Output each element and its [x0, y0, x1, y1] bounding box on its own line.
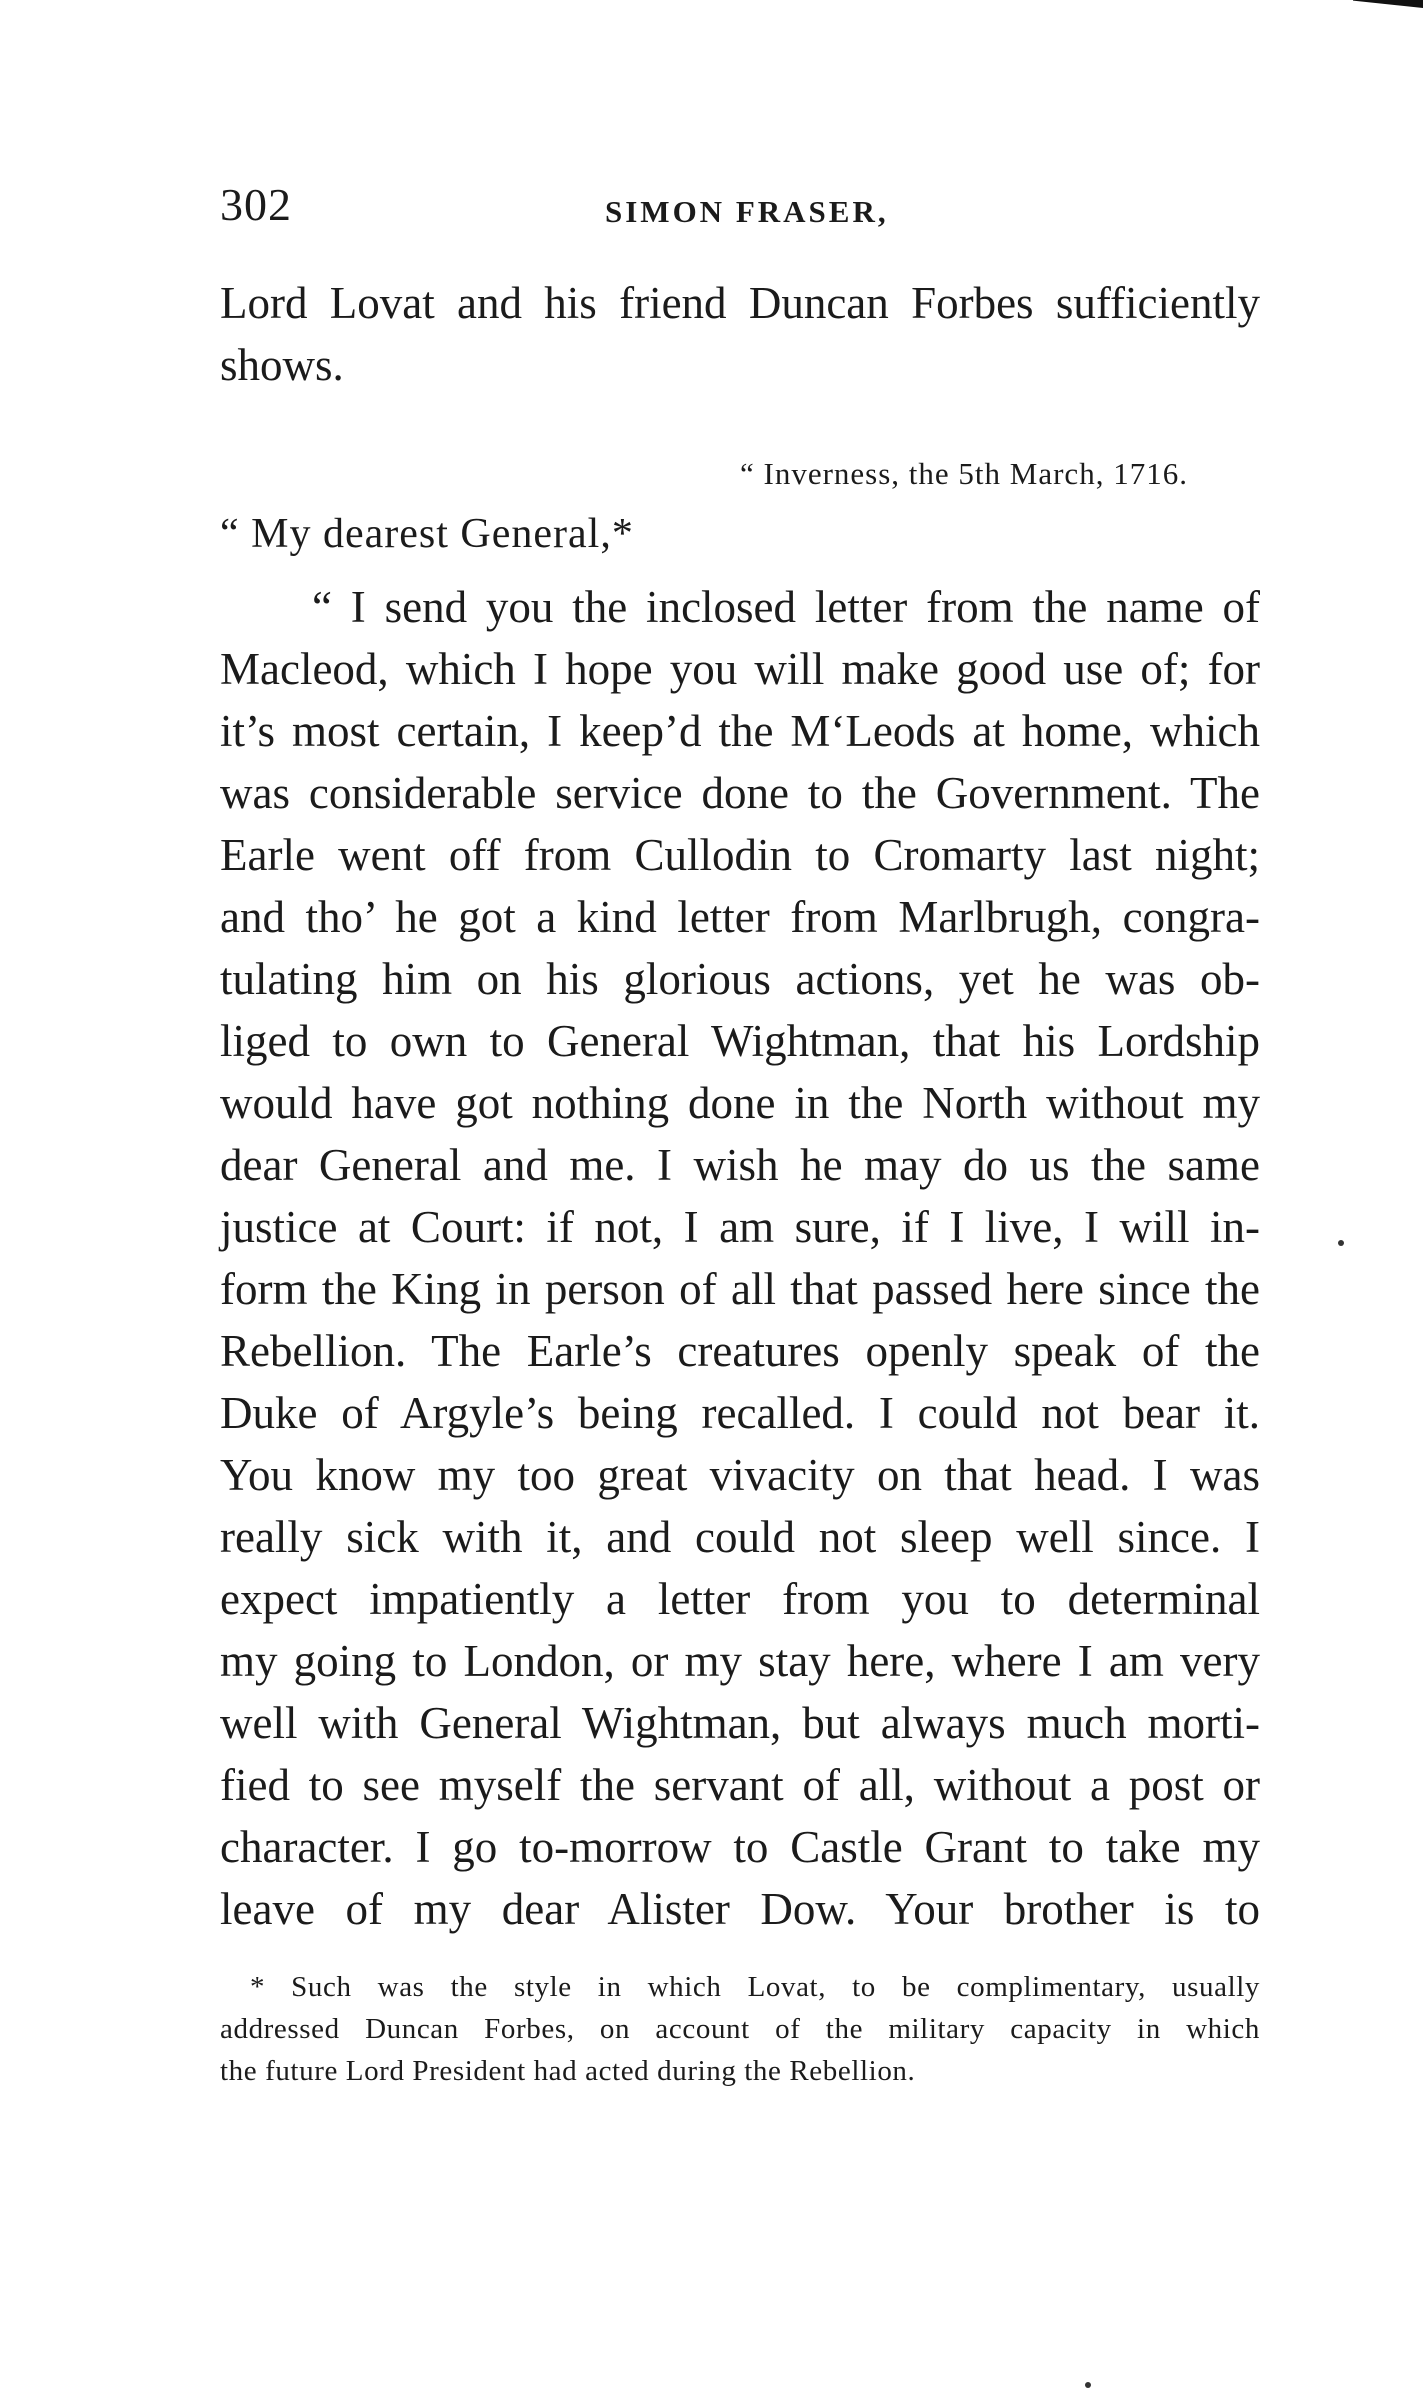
ink-speck: [1338, 1240, 1344, 1246]
text-line: my going to London, or my stay here, where I am very: [220, 1636, 1260, 1686]
letter-dateline: “ Inverness, the 5th March, 1716.: [740, 456, 1188, 491]
text-line: You know my too great vivacity on that head. I was: [220, 1450, 1260, 1500]
text-line: well with General Wightman, but always much morti-: [220, 1698, 1260, 1748]
ink-speck: [1085, 2382, 1091, 2388]
footnote: [220, 1966, 1260, 2092]
text-line: expect impatiently a letter from you to determinal: [220, 1574, 1260, 1624]
text-line: Lord Lovat and his friend Duncan Forbes sufficiently: [220, 278, 1260, 328]
text-line: “ I send you the inclosed letter from the name of: [312, 582, 1260, 632]
text-line: form the King in person of all that passed here since the: [220, 1264, 1260, 1314]
text-line: it’s most certain, I keep’d the M‘Leods at home, which: [220, 706, 1260, 756]
letter-body: [220, 576, 1260, 1940]
page-header: [220, 178, 1260, 238]
letter-salutation: “ My dearest General,*: [220, 511, 634, 557]
running-title: SIMON FRASER,: [605, 194, 889, 229]
text-line: character. I go to-morrow to Castle Grant to take my: [220, 1822, 1260, 1872]
text-line: Earle went off from Cullodin to Cromarty last night;: [220, 830, 1260, 880]
text-line: justice at Court: if not, I am sure, if I live, I will in-: [220, 1202, 1260, 1252]
text-line: leave of my dear Alister Dow. Your brother is to: [220, 1884, 1260, 1934]
page-edge-mark: [1353, 0, 1423, 8]
text-line: Duke of Argyle’s being recalled. I could not bear it.: [220, 1388, 1260, 1438]
text-line: really sick with it, and could not sleep well since. I: [220, 1512, 1260, 1562]
footnote-line: * Such was the style in which Lovat, to be complimentary, usually: [250, 1971, 1260, 2003]
footnote-line: the future Lord President had acted during the Rebellion.: [220, 2055, 916, 2087]
text-line: liged to own to General Wightman, that his Lordship: [220, 1016, 1260, 1066]
text-line: shows.: [220, 340, 344, 390]
text-line: would have got nothing done in the North without my: [220, 1078, 1260, 1128]
text-line: Rebellion. The Earle’s creatures openly speak of the: [220, 1326, 1260, 1376]
text-line: tulating him on his glorious actions, yet he was ob-: [220, 954, 1260, 1004]
text-line: was considerable service done to the Government. The: [220, 768, 1260, 818]
page-number: 302: [220, 179, 292, 230]
text-line: fied to see myself the servant of all, without a post or: [220, 1760, 1260, 1810]
intro-paragraph: [220, 272, 1260, 396]
text-line: dear General and me. I wish he may do us the same: [220, 1140, 1260, 1190]
footnote-line: addressed Duncan Forbes, on account of the military capacity in which: [220, 2013, 1260, 2045]
text-line: Macleod, which I hope you will make good use of; for: [220, 644, 1260, 694]
text-line: and tho’ he got a kind letter from Marlbrugh, congra-: [220, 892, 1260, 942]
